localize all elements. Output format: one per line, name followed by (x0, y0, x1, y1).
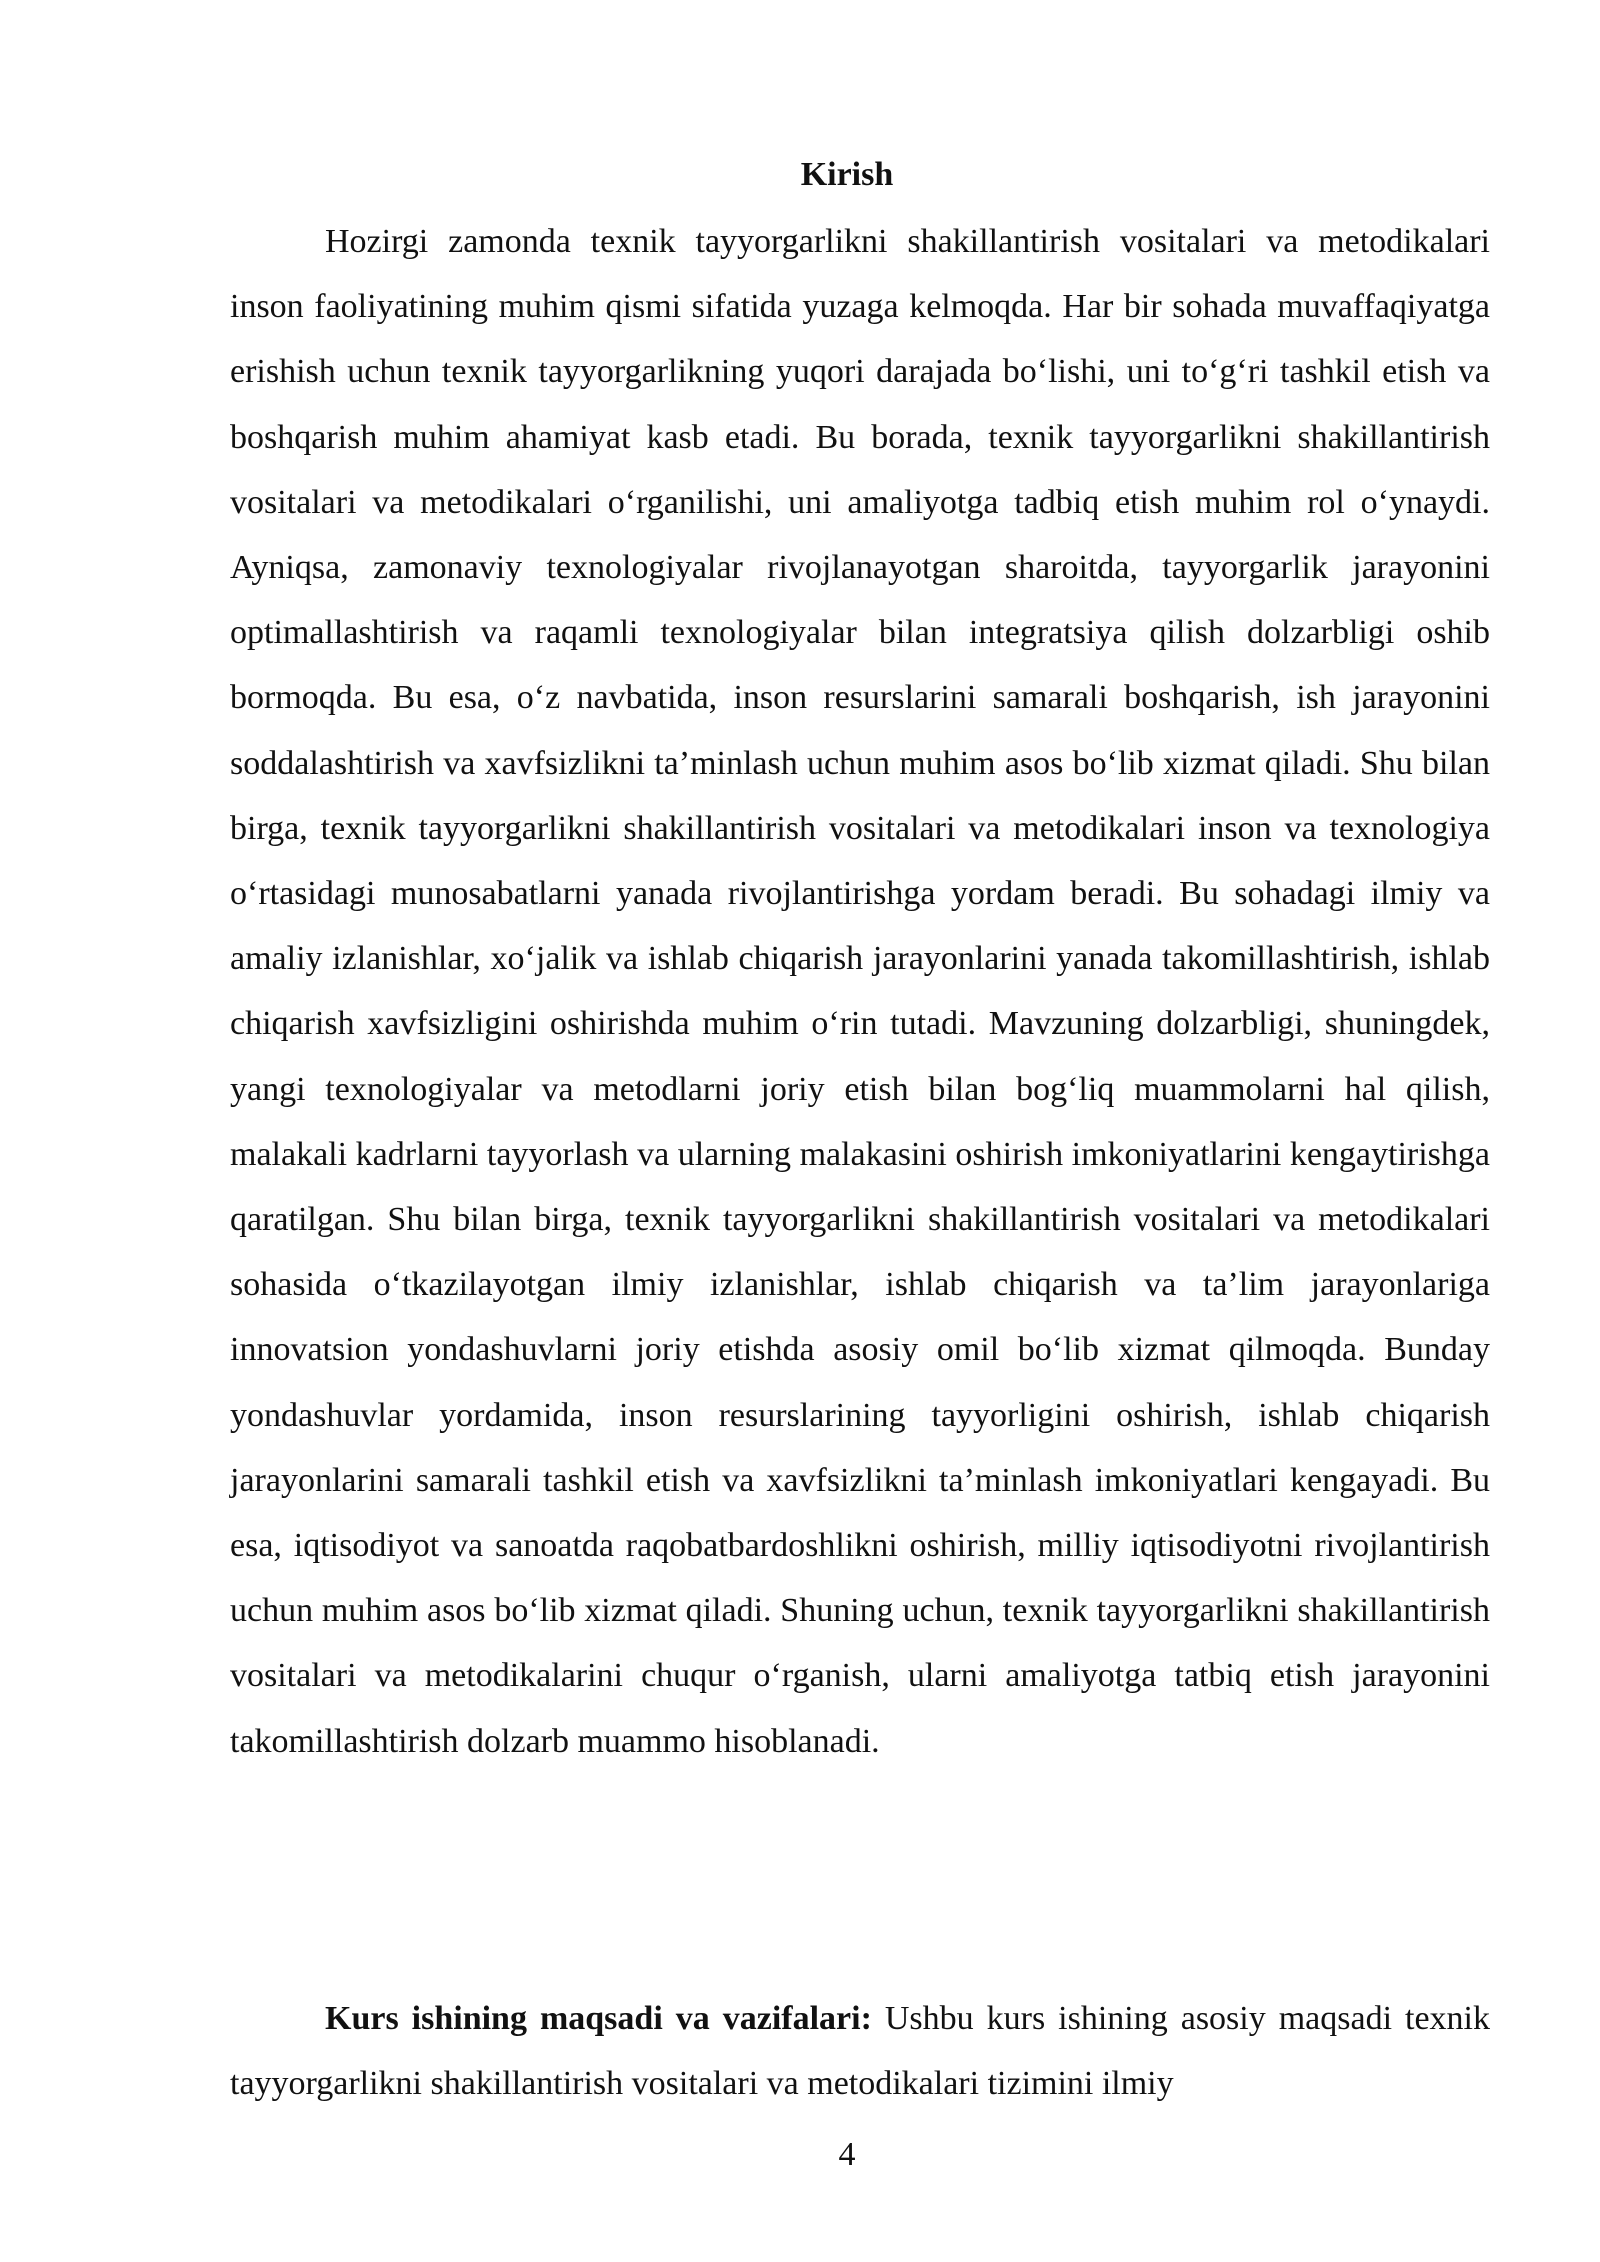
intro-paragraph: Hozirgi zamonda texnik tayyorgarlikni shakillantirish vositalari va metodikalari inson faoliyatining muhim qismi sifatida yuzaga kelmoqda. Har bir sohada muvaffaqiyatga erishish uchun texnik tayyorgarlikning yuqori darajada bo‘lishi, uni to‘g‘ri tashkil etish va boshqarish muhim ahamiyat kasb etadi. Bu borada, texnik tayyorgarlikni shakillantirish vositalari va metodikalari o‘rganilishi, uni amaliyotga tadbiq etish muhim rol o‘ynaydi. Ayniqsa, zamonaviy texnologiyalar rivojlanayotgan sharoitda, tayyorgarlik jarayonini optimallashtirish va raqamli texnologiyalar bilan integratsiya qilish dolzarbligi oshib bormoqda. Bu esa, o‘z navbatida, inson resurslarini samarali boshqarish, ish jarayonini soddalashtirish va xavfsizlikni ta’minlash uchun muhim asos bo‘lib xizmat qiladi. Shu bilan birga, texnik tayyorgarlikni shakillantirish vositalari va metodikalari inson va texnologiya o‘rtasidagi munosabatlarni yanada rivojlantirishga yordam beradi. Bu sohadagi ilmiy va amaliy izlanishlar, xo‘jalik va ishlab chiqarish jarayonlarini yanada takomillashtirish, ishlab chiqarish xavfsizligini oshirishda muhim o‘rin tutadi. Mavzuning dolzarbligi, shuningdek, yangi texnologiyalar va metodlarni joriy etish bilan bog‘liq muammolarni hal qilish, malakali kadrlarni tayyorlash va ularning malakasini oshirish imkoniyatlarini kengaytirishga qaratilgan. Shu bilan birga, texnik tayyorgarlikni shakillantirish vositalari va metodikalari sohasida o‘tkazilayotgan ilmiy izlanishlar, ishlab chiqarish va ta’lim jarayonlariga innovatsion yondashuvlarni joriy etishda asosiy omil bo‘lib xizmat qilmoqda. Bunday yondashuvlar yordamida, inson resurslarining tayyorligini oshirish, ishlab chiqarish jarayonlarini samarali tashkil etish va xavfsizlikni ta’minlash imkoniyatlari kengayadi. Bu esa, iqtisodiyot va sanoatda raqobatbardoshlikni oshirish, milliy iqtisodiyotni rivojlantirish uchun muhim asos bo‘lib xizmat qiladi. Shuning uchun, texnik tayyorgarlikni shakillantirish vositalari va metodikalarini chuqur o‘rganish, ularni amaliyotga tatbiq etish jarayonini takomillashtirish dolzarb muammo hisoblanadi. (230, 223, 1490, 1760)
section-heading: Kirish (800, 156, 894, 193)
goals-paragraph-text: Ushbu kurs ishining asosiy maqsadi texnik tayyorgarlikni shakillantirish vositalari va metodikalari tizimini ilmiy (230, 2000, 1490, 2103)
goals-heading-inline: Kurs ishining maqsadi va vazifalari: (325, 2000, 872, 2037)
page-number: 4 (838, 2136, 856, 2173)
goals-paragraph (230, 1986, 1490, 2116)
